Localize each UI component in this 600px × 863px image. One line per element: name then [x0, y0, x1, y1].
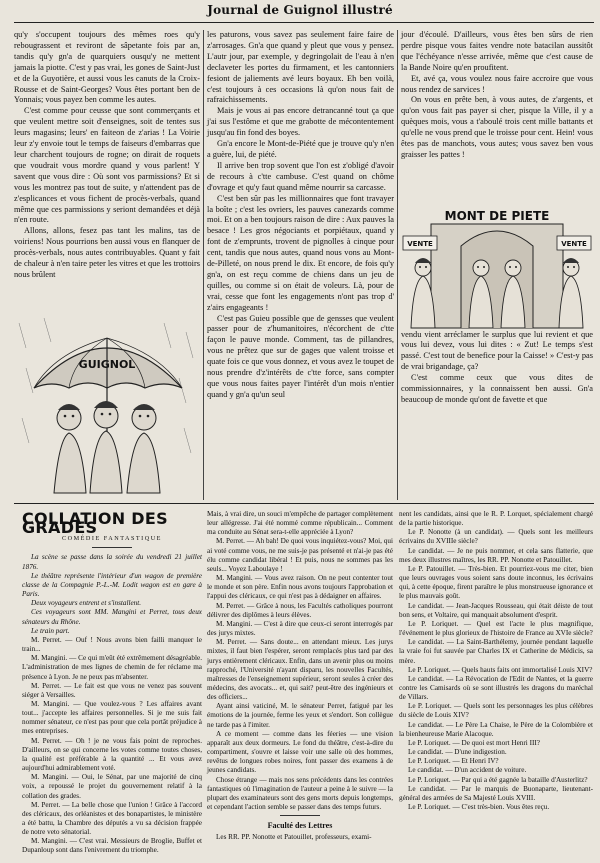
paragraph: Chose étrange — mais nos sens précédents dans les contrées fantastiques où l'imagination de l'auteur a peine à le suivre — la plupart des examinateurs sont des gens morts depuis longtemps, et cependant l'action semble se passer dans des temps futurs.	[207, 775, 393, 811]
lower-column-2	[207, 510, 393, 842]
paragraph: M. Perret. — La belle chose que l'union ! Grâce à l'accord des cléricaux, des orléanistes et des bonapartistes, le ministère a été battu, la Chambre des députés a vu sa décision frappée de notre veto sénatorial.	[22, 800, 202, 837]
sign-left: VENTE	[407, 240, 433, 248]
section-title: Faculté des Lettres	[267, 821, 333, 831]
paragraph: Gn'a encore le Mont-de-Piété que je trouve qu'y n'en a guère, lui, de piété.	[207, 139, 394, 159]
page-header: Journal de Guignol illustré	[207, 3, 393, 17]
paragraph: Le P. Loriquet. — Quels sont les personnages les plus célèbres du siècle de Louis XIV?	[399, 702, 593, 720]
paragraph: Le P. Loriquet. — Quel est l'acte le plus magnifique, l'événement le plus glorieux de l'histoire de France au XVIe siècle?	[399, 619, 593, 638]
paragraph: vendu vient arréclamer le surplus que lui revient et que vous lui devez, vous lui dites : « Zut! Le temps s'est passé. C'est tout de benefice pour la Caisse! » C'est-y pas de vrai brigandage, ça?	[401, 329, 593, 372]
paragraph: M. Mangini. — Ce qui m'eût été extrêmement désagréable. L'administration de mes lignes de chemin de fer réclame ma présence à Lyon. Je ne peux pas m'absenter.	[22, 654, 202, 681]
paragraph: Le P. Loriquet. — Quels hauts faits ont immortalisé Louis XIV?	[408, 665, 593, 674]
column-separator	[397, 30, 398, 500]
paragraph: Le candidat. — La Saint-Barthélemy, journée pendant laquelle la vraie foi fut sauvée par Charles IX et Catherine de Médicis, sa mère.	[399, 638, 593, 665]
paragraph: M. Mangini. — Que voulez-vous ? Les affaires avant tout... j'accepte les affaires personnelles. Si je me suis fait nommer sénateur, ce n'est pas pour que cela portât préjudice à mes entreprises.	[22, 699, 202, 736]
paragraph: La scène se passe dans la soirée du vendredi 21 juillet 1876.	[22, 553, 202, 571]
paragraph: Deux voyageurs entrent et s'installent.	[31, 599, 142, 608]
paragraph: M. Perret. — Ouf ! Nous avons bien failli manquer le train...	[22, 635, 202, 654]
paragraph: Le P. Loriquet. — Et Henri IV?	[408, 757, 499, 766]
paragraph: C'est comme pour ceusse que sont commerçants et que veulent mettre soit d'enseignes, soit de tentes sus leurs magasins; leurs' en faiteon de z'arias ! La Voirie leur z'y envoie tout le temps de faiseurs d'embarras que leur charchent toujours de rogne; on dirait de roquets que voudrait vous mordre quand y vous parlent! Y savent que vous dire : Où sont vos parmissions? Et si vous les montrez pas tout de suite, y n'attendent pas de z'esplicances et vous fichent de procès-verbals, quand même que ces parmissions y seriont demandées et déjà n'en route.	[14, 106, 200, 225]
paragraph: M. Perret. — Le fait est que vous ne venez pas souvent siéger à Versailles.	[22, 681, 202, 699]
paragraph: C'est pas Guieu possible que de gensses que veulent passer pour de z'humanitoires, n'écorchent de c'tte façon le pauve monde. Comment, tas de pillandres, vous ne prêtez que sur de gages que valent troisse et quate fois ce que vous donnez, et vous avez le toupet de nous prendre d'z'intérêts de c'tte force, sans compter que vous nous faites payer l'intérêt d'un mois n'entier quand y gn'a qu'un seul	[207, 313, 394, 399]
paragraph: M. Mangini. — Vous avez raison. On ne peut contenter tout le monde et son père. Enfin nous avons toujours l'approbation et l'appui des cléricaux, ce qui n'est pas à dédaigner en affaires.	[207, 574, 393, 601]
paragraph: Le candidat. — La Révocation de l'Edit de Nantes, et la guerre contre les Camisards où se sont illustrés les dragons du maréchal de Villars.	[399, 674, 593, 702]
paragraph: nent les candidats, ainsi que le R. P. Lorquet, spécialement chargé de la partie historique.	[399, 510, 593, 528]
illustration-title: MONT DE PIETE	[444, 209, 550, 223]
paragraph: M. Perret. — Oh ! je ne vous fais point de reproches. D'ailleurs, on se qui concerne les votes comme toutes choses, la qualité est préférable à la quantité ... Et vous avez aujourd'hui admirablement voté.	[22, 736, 202, 773]
article-title: COLLATION DES GRADES	[22, 509, 168, 538]
lower-column-1	[22, 510, 202, 856]
paragraph: Il arrive ben trop sovent que l'on est z'obligé d'avoir de recours à c'tte cambuse. C'est quand on chôme d'ovrage et qu'y faut quand même nourrir sa carcasse.	[207, 160, 394, 192]
column-1	[14, 30, 200, 281]
paragraph: C'est ben sûr pas les millionnaires que font travayer la boîte ; c'est les ovriers, les pauves canezards comme moi. Et on a ben toujours raison de dire : Aux pauves la besace ! Les gros négociants et porpiétaux, quand y font de z'emprunts, trovent de pignolles à cinque pour cent, tandis que nous autes, quand nous vons au Mont-de-Pilleté, on nous prend le dix. Et encore, de fois qu'y gn'a, on est reçu comme de chiens dans un jeu de quilles, ou comme si on était de voleurs. Là, pour de vrai, cesse que font les engagements n'ont pas trop d' z'airs engageants !	[207, 193, 394, 312]
paragraph: Le théâtre représente l'intérieur d'un wagon de première classe de la Compagnie P.-L.-M. Lodit wagon est en gare à Paris.	[22, 571, 202, 599]
paragraph: Ayant ainsi vaticiné, M. le sénateur Perret, fatigué par les émotions de la journée, ferme les yeux et s'endort. Son collègue ne tarde pas à l'imiter.	[207, 702, 393, 729]
paragraph: M. Mangini. — Oui, le Sénat, par une majorité de cinq voix, a repoussé le projet du gouvernement relatif à la collation des grades.	[22, 773, 202, 800]
mont-de-piete-illustration	[401, 206, 593, 330]
column-2	[207, 30, 394, 401]
paragraph: les paturons, vous savez pas seulement faire faire de z'arrosages. Gn'a que quand y pleut que vous y pensez. L'autr jour, par exemple, y degringolait de l'eau à n'en declaveter les portes du firmament, et les cantonniers fesiont de jaliements avé leurs boyaux. Eh ben voilà, c'est toujours à ces occasions là qu'on nous fait de rafraichissements.	[207, 30, 394, 105]
column-separator	[203, 30, 204, 500]
paragraph: jour d'écoulé. D'ailleurs, vous êtes ben sûrs de rien perdre pisque vous faites vendre note batacilan aussitôt que l'échéyance n'esse arrivée, même que c'est cause de la Bande Noire qu'en proufitent.	[401, 30, 593, 72]
paragraph: Le candidat. — Le Père La Chaise, le Père de la Colombière et la bienheureuse Marie Alacoque.	[399, 720, 593, 738]
paragraph: A ce moment — comme dans les féeries — une vision apparaît aux deux dormeurs. Le fond du théâtre, c'est-à-dire du compartiment, s'ouvre et laisse voir une salle où des hommes, revêtus de longues robes noires, font passer des examens à de jeunes candidats.	[207, 729, 393, 775]
paragraph: Le P. Loriquet. — C'est très-bien. Vous êtes reçu.	[408, 803, 550, 811]
paragraph: Mais je vous ai pas encore detrancanné tout ça que j'ai sus l'estôme et que me grabotte de mécontentement jusqu'au fin fond des boyes.	[207, 106, 394, 138]
paragraph: Le candidat. — D'une indigestion.	[408, 748, 507, 757]
paragraph: M. Mangini. — C'est vrai. Messieurs de Broglie, Buffet et Dupanloup sont dans l'enivrement du triomphe.	[22, 837, 202, 855]
paragraph: Les RR. PP. Nonotte et Patouillet, professeurs, exami-	[216, 833, 372, 842]
paragraph: Le P. Loriquet. — De quoi est mort Henri III?	[408, 738, 540, 747]
paragraph: Le P. Nonotte (à un candidat). — Quels sont les meilleurs écrivains du XVIIIe siècle?	[399, 528, 593, 546]
paragraph: Le P. Patouillet. — Très-bien. Et pourriez-vous me citer, bien que leurs ouvrages vous soient sans doute inconnus, les écrivains qui, à cette époque, firent paraître le plus monstrueuse ignorance et le plus mauvais goût.	[399, 564, 593, 601]
paragraph: M. Perret. — Sans doute... en attendant mieux. Les jurys mixtes, il faut bien l'espérer, seront remplacés plus tard par des jurys entièrement cléricaux. Enfin, dans un avenir plus ou moins rapproché, l'Université n'ayant disparu, les nouvelles Facultés, maîtresses de l'enseignement supérieur, seront seules à créer des médecins, des avocats... et, qui sait? peut-être des ingénieurs et des officiers...	[207, 638, 393, 702]
section-rule	[14, 503, 594, 504]
article-subtitle: COMÉDIE FANTASTIQUE	[62, 535, 162, 543]
paragraph: Le candidat. — Je ne puis nommer, et cela sans flatterie, que mes deux illustres maîtres, les RR. PP. Nonotte et Patouillet.	[399, 546, 593, 564]
paragraph: M. Mangini. — C'est à dire que ceux-ci seront interrogés par des jurys mixtes.	[207, 619, 393, 638]
paragraph: Le candidat. — Par le marquis de Buonaparte, lieutenant-général des armées de Sa Majesté Louis XVIII.	[399, 784, 593, 802]
paragraph: On vous en prête ben, à vous autes, de z'argents, et qu'on vous fait pas payer si cher, pisque la Ville, il y a quèques mois, vous a t'aboulé trois cent mille battants et qu'elle ne vous prend que le troisse pour cent. Hein! vous êtes pas de manchots, vous autes; vous savez ben vous graisser les pattes !	[401, 95, 593, 159]
paragraph: C'est comme ceux que vous dites de commissionnaires, y la connaissent ben aussi. Gn'a beaucoup de monde qu'ont de favette et que	[401, 373, 593, 404]
header-rule	[14, 22, 594, 23]
umbrella-illustration	[14, 318, 200, 498]
paragraph: M. Perret. — Grâce à nous, les Facultés catholiques pourront délivrer des diplômes à leurs élèves.	[207, 601, 393, 619]
lower-column-3	[399, 510, 593, 812]
paragraph: Le candidat. — Jean-Jacques Rousseau, qui était déiste de tout bon sens, et Voltaire, qui manquait absolument d'esprit.	[399, 601, 593, 619]
paragraph: Le candidat. — D'un accident de voiture.	[408, 766, 527, 775]
paragraph: Allons, allons, fesez pas tant les malins, tas de voiriens! Nous pourrions ben aussi vous en flanquer de procès-verbals, nous autes contribuyables. Quant y fait de chaleur à n'en taire peter les vitres et que les trottoirs nous brûlent	[14, 226, 200, 279]
paragraph: Mais, à vrai dire, un souci m'empêche de partager complètement leur allégresse. J'ai été nommé comme républicain... Comment ma conduite au Sénat sera-t-elle appréciée à Lyon?	[207, 510, 393, 537]
sign-right: VENTE	[561, 240, 587, 248]
umbrella-label: GUIGNOL	[78, 358, 136, 371]
paragraph: Le P. Loriquet. — Par qui a été gagnée la bataille d'Austerlitz?	[408, 775, 588, 784]
paragraph: M. Perret. — Ah bah! De quoi vous inquiétez-vous? Moi, qui ai voté comme vous, ne me suis-je pas présenté et n'ai-je pas été élu comme candidat libéral ! Et puis, nous ne sommes pas les seuls... Voyez Laboulaye !	[207, 537, 393, 573]
paragraph: Ces voyageurs sont MM. Mangini et Perret, tous deux sénateurs du Rhône.	[22, 608, 202, 626]
title-rule	[92, 547, 132, 548]
paragraph: qu'y s'occupent toujours des mêmes roes qu'y rebougrassent et reviront de sâpetante fois par an, tandis qu'y gn'a de quarquiers ousqu'y ne mettent jamais la piotte. C'est y pas vrai, les gones de Saint-Just et de la Guyotière, et aussi vous les canuts de la Croix-Rousse et de Saint-Georges? Vous êtes portant ben de Yonnais; vous payez ben comme les autes.	[14, 30, 200, 105]
paragraph: Et, avé ça, vous voulez nous faire accroire que vous nous rendez de sarvices !	[401, 73, 593, 94]
paragraph: Le train part.	[31, 626, 70, 635]
section-divider	[280, 815, 320, 816]
